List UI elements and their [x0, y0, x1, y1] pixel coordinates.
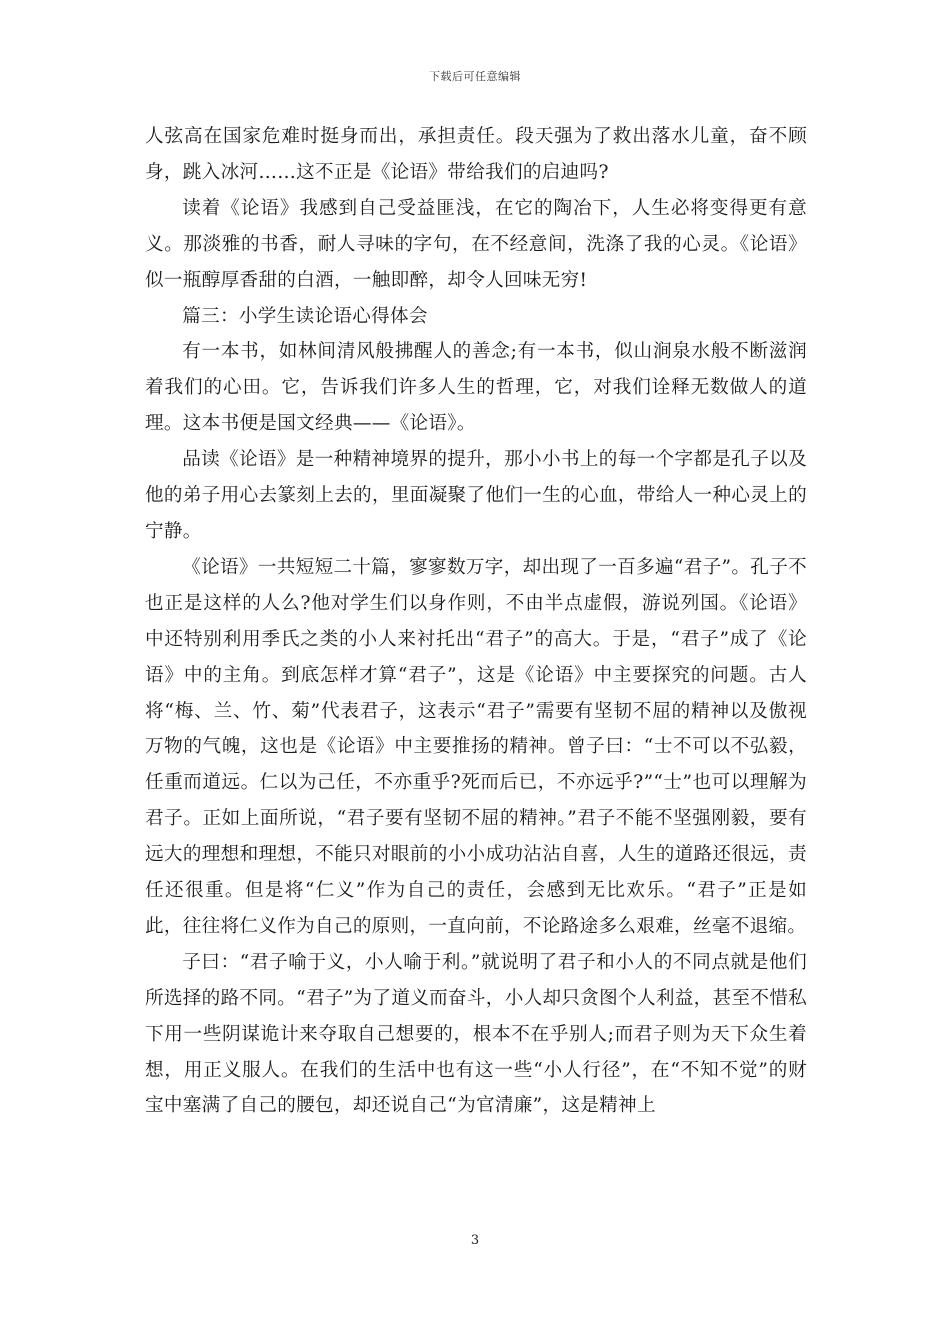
paragraph: 子曰：“君子喻于义，小人喻于利。”就说明了君子和小人的不同点就是他们所选择的路不同。“君子”为了道义而奋斗，小人却只贪图个人利益，甚至不惜私下用一些阴谋诡计来夺取自己想要的，根本不在乎别人;而君子则为天下众生着想，用正义服人。在我们的生活中也有这一些“小人行径”，在“不知不觉”的财宝中塞满了自己的腰包，却还说自己“为官清廉”，这是精神上 — [145, 951, 807, 1117]
document-body — [145, 119, 807, 1124]
paragraph: 《论语》一共短短二十篇，寥寥数万字，却出现了一百多遍“君子”。孔子不也正是这样的人么?他对学生们以身作则，不由半点虚假，游说列国。《论语》中还特别利用季氏之类的小人来衬托出“君子”的高大。于是，“君子”成了《论语》中的主角。到底怎样才算“君子”，这是《论语》中主要探究的问题。古人将“梅、兰、竹、菊”代表君子，这表示“君子”需要有坚韧不屈的精神以及傲视万物的气魄，这也是《论语》中主要推扬的精神。曾子曰：“士不可以不弘毅，任重而道远。仁以为己任，不亦重乎?死而后已，不亦远乎?”“士”也可以理解为君子。正如上面所说，“君子要有坚韧不屈的精神。”君子不能不坚强刚毅，要有远大的理想和理想，不能只对眼前的小小成功沾沾自喜，人生的道路还很远，责任还很重。但是将“仁义”作为自己的责任，会感到无比欢乐。“君子”正是如此，往往将仁义作为自己的原则，一直向前，不论路途多么艰难，丝毫不退缩。 — [145, 556, 807, 937]
page-number: 3 — [470, 1233, 480, 1248]
page-header: 下载后可任意编辑 — [429, 70, 521, 83]
paragraph: 读着《论语》我感到自己受益匪浅，在它的陶冶下，人生必将变得更有意义。那淡雅的书香，耐人寻味的字句，在不经意间，洗涤了我的心灵。《论语》似一瓶醇厚香甜的白酒，一触即醉，却令人回味无穷! — [145, 197, 807, 291]
paragraph: 品读《论语》是一种精神境界的提升，那小小书上的每一个字都是孔子以及他的弟子用心去篆刻上去的，里面凝聚了他们一生的心血，带给人一种心灵上的宁静。 — [145, 449, 807, 542]
section-heading: 篇三：小学生读论语心得体会 — [182, 305, 428, 327]
paragraph-continuation: 人弦高在国家危难时挺身而出，承担责任。段天强为了救出落水儿童，奋不顾身，跳入冰河……这不正是《论语》带给我们的启迪吗? — [145, 126, 807, 183]
paragraph: 有一本书，如林间清风般拂醒人的善念;有一本书，似山涧泉水般不断滋润着我们的心田。它，告诉我们许多人生的哲理，它，对我们诠释无数做人的道理。这本书便是国文经典——《论语》。 — [145, 341, 807, 435]
